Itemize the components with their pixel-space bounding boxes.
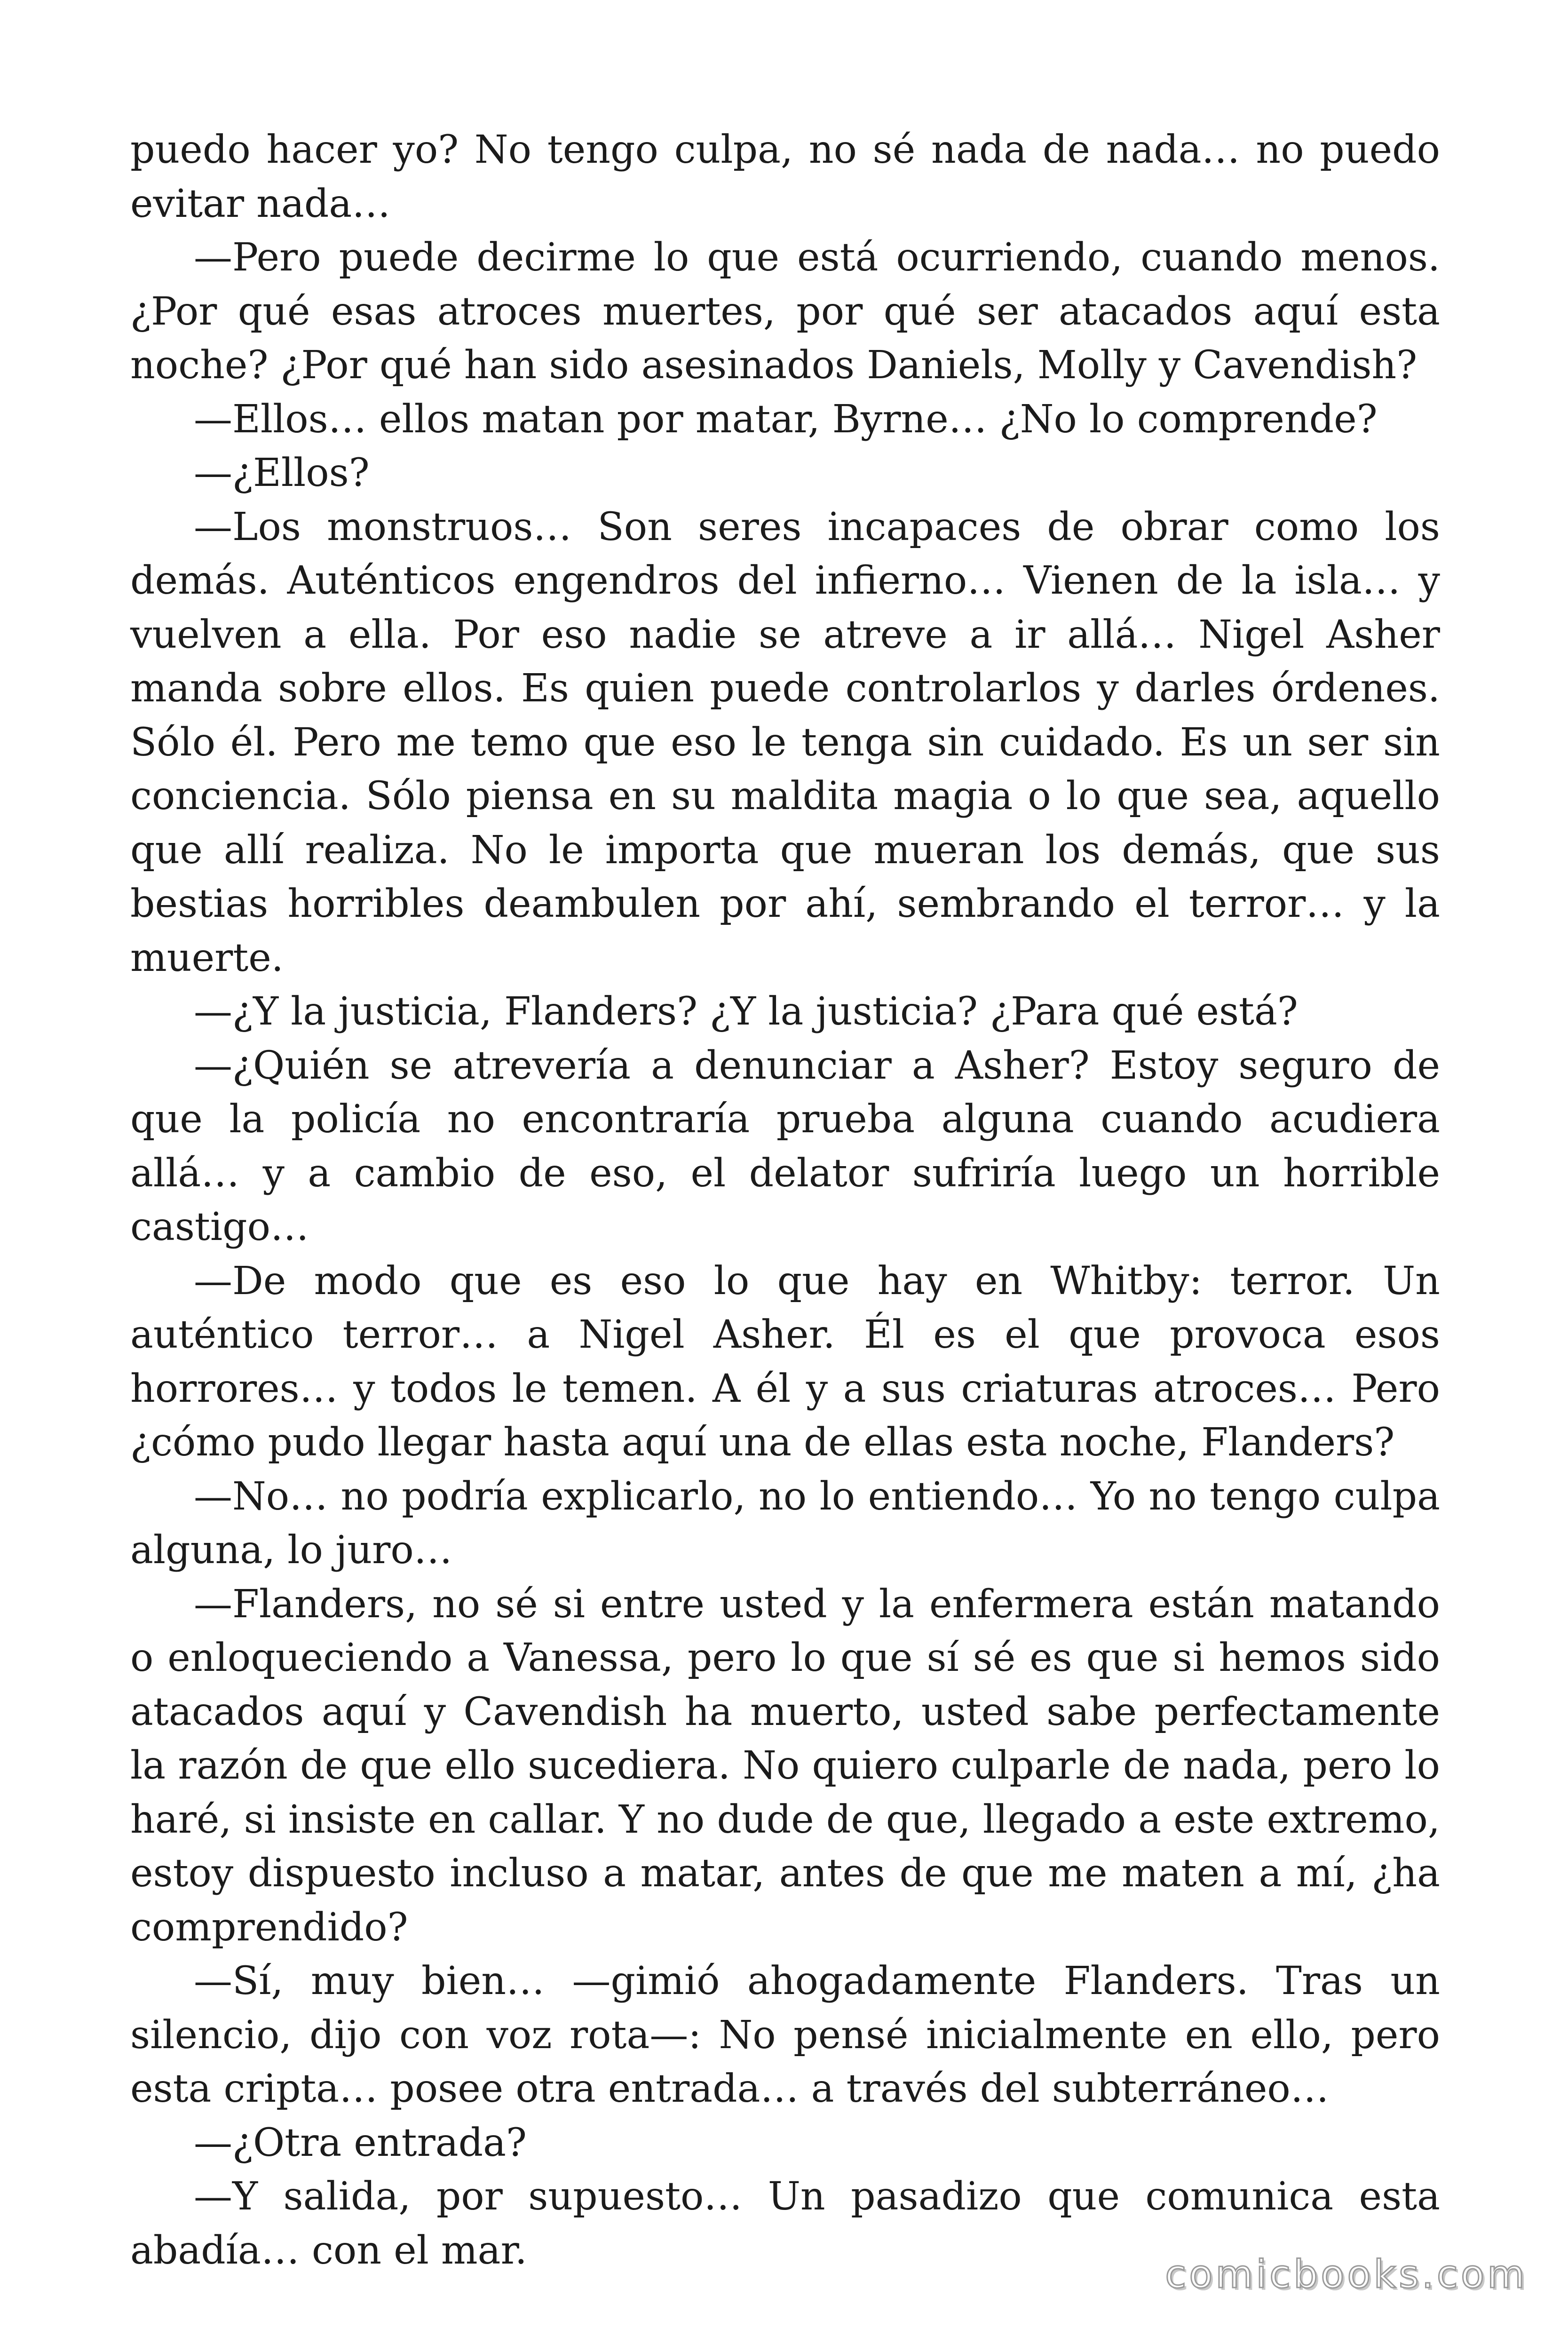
- paragraph-9: —No… no podría explicarlo, no lo entiendo… Yo no tengo culpa alguna, lo juro…: [130, 1474, 1440, 1573]
- paragraph-2: —Pero puede decirme lo que está ocurriendo, cuando menos. ¿Por qué esas atroces muertes, por qué ser atacados aquí esta noche? ¿Por qué han sido asesinados Daniels, Molly y Cavendish?: [130, 235, 1440, 388]
- paragraph-11: —Sí, muy bien… —gimió ahogadamente Flanders. Tras un silencio, dijo con voz rota—: No pensé inicialmente en ello, pero esta cripta… posee otra entrada… a través del subterráneo…: [130, 1959, 1440, 2111]
- paragraph-7: —¿Quién se atrevería a denunciar a Asher? Estoy seguro de que la policía no encontraría prueba alguna cuando acudiera allá… y a cambio de eso, el delator sufriría luego un horrible castigo…: [130, 1043, 1440, 1249]
- book-page-body: [130, 123, 1440, 2278]
- paragraph-8: —De modo que es eso lo que hay en Whitby: terror. Un auténtico terror… a Nigel Asher. Él es el que provoca esos horrores… y todos le temen. A él y a sus criaturas atroces… Pero ¿cómo pudo llegar hasta aquí una de ellas esta noche, Flanders?: [130, 1258, 1440, 1465]
- paragraph-6: —¿Y la justicia, Flanders? ¿Y la justicia? ¿Para qué está?: [194, 989, 1298, 1034]
- watermark-logo: comicbooks.com: [1165, 2252, 1528, 2297]
- paragraph-1: puedo hacer yo? No tengo culpa, no sé nada de nada… no puedo evitar nada…: [130, 127, 1440, 226]
- paragraph-10: —Flanders, no sé si entre usted y la enfermera están matando o enloqueciendo a Vanessa, pero lo que sí sé es que si hemos sido atacados aquí y Cavendish ha muerto, usted sabe perfectamente la razón de que ello sucediera. No quiero culparle de nada, pero lo haré, si insiste en callar. Y no dude de que, llegado a este extremo, estoy dispuesto incluso a matar, antes de que me maten a mí, ¿ha comprendido?: [130, 1581, 1440, 1950]
- paragraph-13: —Y salida, por supuesto… Un pasadizo que comunica esta abadía… con el mar.: [130, 2174, 1440, 2273]
- paragraph-3: —Ellos… ellos matan por matar, Byrne… ¿No lo comprende?: [194, 397, 1378, 442]
- paragraph-5: —Los monstruos… Son seres incapaces de obrar como los demás. Auténticos engendros del infierno… Vienen de la isla… y vuelven a ella. Por eso nadie se atreve a ir allá… Nigel Asher manda sobre ellos. Es quien puede controlarlos y darles órdenes. Sólo él. Pero me temo que eso le tenga sin cuidado. Es un ser sin conciencia. Sólo piensa en su maldita magia o lo que sea, aquello que allí realiza. No le importa que mueran los demás, que sus bestias horribles deambulen por ahí, sembrando el terror… y la muerte.: [130, 504, 1440, 980]
- paragraph-4: —¿Ellos?: [194, 451, 370, 495]
- paragraph-12: —¿Otra entrada?: [194, 2120, 527, 2165]
